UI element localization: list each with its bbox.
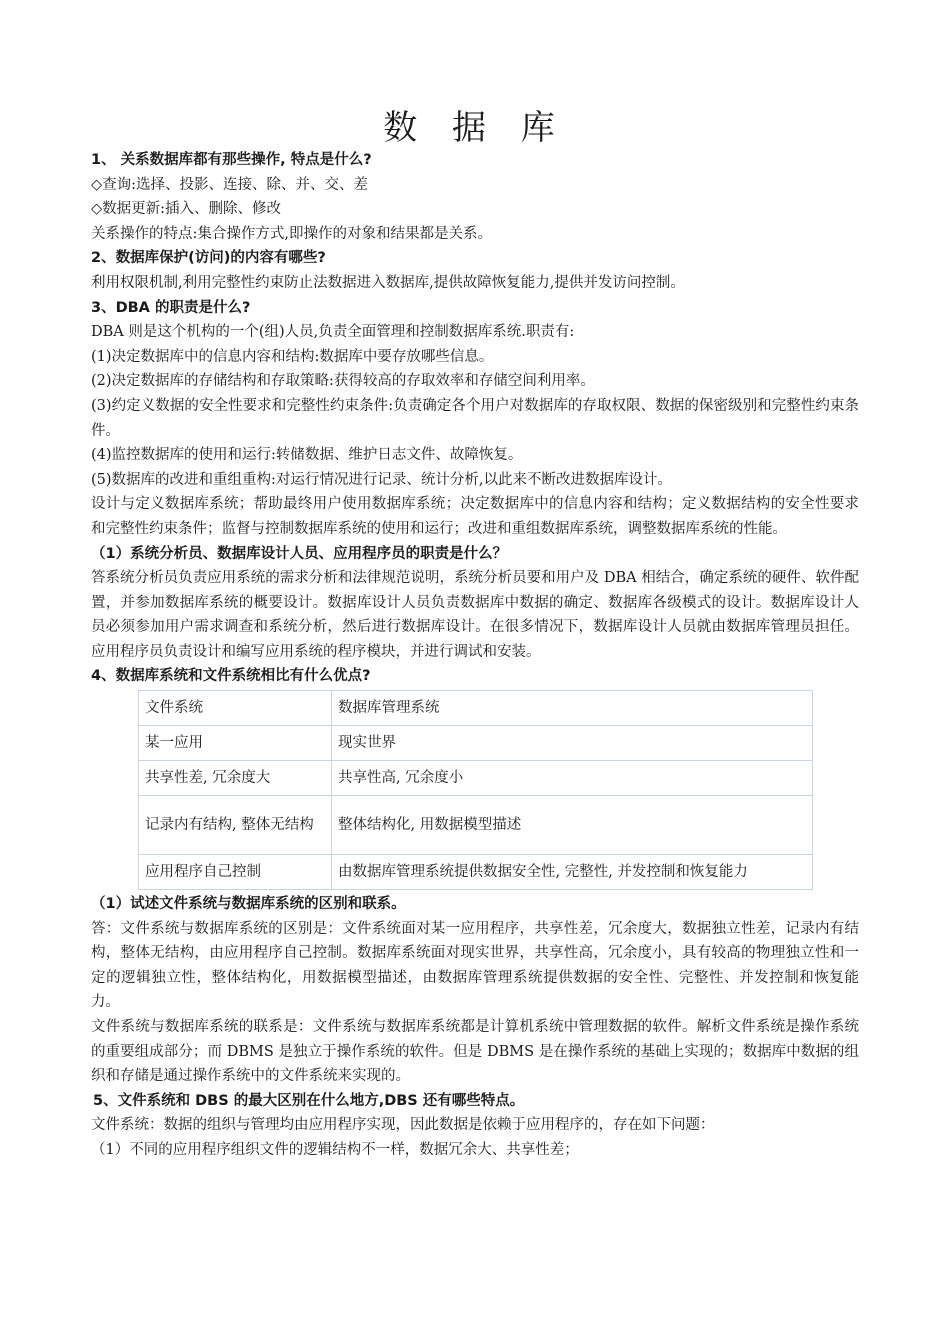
paragraph: 答系统分析员负责应用系统的需求分析和法律规范说明，系统分析员要和用户及 DBA 相结合，确定系统的硬件、软件配置，并参加数据库系统的概要设计。数据库设计人员负责数据库中数据的确定、数据库各级模式的设计。数据库设计人员必须参加用户需求调查和系统分析，然后进行数据库设计。在很多情况下，数据库设计人员就由数据库管理员担任。应用程序员负责设计和编写应用系统的程序模块，并进行调试和安装。 (91, 570, 859, 660)
table-row (139, 855, 813, 890)
document-body (91, 148, 859, 1163)
paragraph: (1)决定数据库中的信息内容和结构:数据库中要存放哪些信息。 (91, 348, 494, 365)
page-title: 数 据 库 (383, 108, 567, 148)
paragraph: DBA 则是这个机构的一个(组)人员,负责全面管理和控制数据库系统.职责有: (91, 324, 575, 341)
paragraph: （1）不同的应用程序组织文件的逻辑结构不一样，数据冗余大、共享性差； (91, 1142, 579, 1158)
paragraph: 设计与定义数据库系统；帮助最终用户使用数据库系统；决定数据库中的信息内容和结构；定义数据结构的安全性要求和完整性约束条件；监督与控制数据库系统的使用和运行；改进和重组数据库系统，调整数据库系统的性能。 (91, 496, 859, 537)
table-cell: 由数据库管理系统提供数据安全性, 完整性, 并发控制和恢复能力 (332, 855, 813, 890)
table-cell: 某一应用 (139, 726, 332, 761)
comparison-table (138, 690, 813, 890)
paragraph: ◇数据更新:插入、删除、修改 (91, 201, 282, 218)
paragraph: 关系操作的特点:集合操作方式,即操作的对象和结果都是关系。 (91, 225, 492, 242)
table-row (139, 761, 813, 796)
table-cell: 现实世界 (332, 726, 813, 761)
paragraph: 利用权限机制,利用完整性约束防止法数据进入数据库,提供故障恢复能力,提供并发访问控制。 (91, 274, 685, 291)
table-row (139, 796, 813, 855)
paragraph: 文件系统：数据的组织与管理均由应用程序实现，因此数据是依赖于应用程序的，存在如下问题： (91, 1117, 715, 1134)
paragraph: 答：文件系统与数据库系统的区别是：文件系统面对某一应用程序，共享性差，冗余度大，数据独立性差，记录内有结构，整体无结构，由应用程序自己控制。数据库系统面对现实世界，共享性高，冗余度小，具有较高的物理独立性和一定的逻辑独立性，整体结构化，用数据模型描述，由数据库管理系统提供数据的安全性、完整性、并发控制和恢复能力。 (91, 920, 859, 1011)
question-4-sub-heading: （1）试述文件系统与数据库系统的区别和联系。 (91, 896, 406, 913)
table-cell: 整体结构化, 用数据模型描述 (332, 796, 813, 855)
table-cell: 共享性差, 冗余度大 (139, 761, 332, 796)
question-3-heading: 3、DBA 的职责是什么? (91, 299, 251, 316)
paragraph: ◇查询:选择、投影、连接、除、并、交、差 (91, 176, 369, 193)
table-cell: 记录内有结构, 整体无结构 (139, 796, 332, 855)
paragraph: 文件系统与数据库系统的联系是：文件系统与数据库系统都是计算机系统中管理数据的软件。解析文件系统是操作系统的重要组成部分；而 DBMS 是独立于操作系统的软件。但是 DBMS 是在操作系统的基础上实现的；数据库中数据的组织和存储是通过操作系统中的文件系统来实现的。 (91, 1019, 859, 1085)
question-2-heading: 2、数据库保护(访问)的内容有哪些? (91, 250, 326, 267)
table-cell: 文件系统 (139, 691, 332, 726)
table-cell: 数据库管理系统 (332, 691, 813, 726)
table-row (139, 691, 813, 726)
table-row (139, 726, 813, 761)
paragraph: (5)数据库的改进和重组重构:对运行情况进行记录、统计分析,以此来不断改进数据库设计。 (91, 471, 673, 488)
question-3-sub-heading: （1）系统分析员、数据库设计人员、应用程序员的职责是什么？ (91, 545, 508, 562)
paragraph: (3)约定义数据的安全性要求和完整性约束条件:负责确定各个用户对数据库的存取权限、数据的保密级别和完整性约束条件。 (91, 397, 859, 439)
paragraph: (2)决定数据库的存储结构和存取策略:获得较高的存取效率和存储空间利用率。 (91, 373, 595, 390)
paragraph: (4)监控数据库的使用和运行:转储数据、维护日志文件、故障恢复。 (91, 447, 523, 464)
question-5-heading: 5、文件系统和 DBS 的最大区别在什么地方,DBS 还有哪些特点。 (93, 1092, 525, 1109)
question-4-heading: 4、数据库系统和文件系统相比有什么优点? (91, 668, 371, 685)
question-1-heading: 1、 关系数据库都有那些操作, 特点是什么? (91, 152, 372, 168)
table-cell: 共享性高, 冗余度小 (332, 761, 813, 796)
table-cell: 应用程序自己控制 (139, 855, 332, 890)
